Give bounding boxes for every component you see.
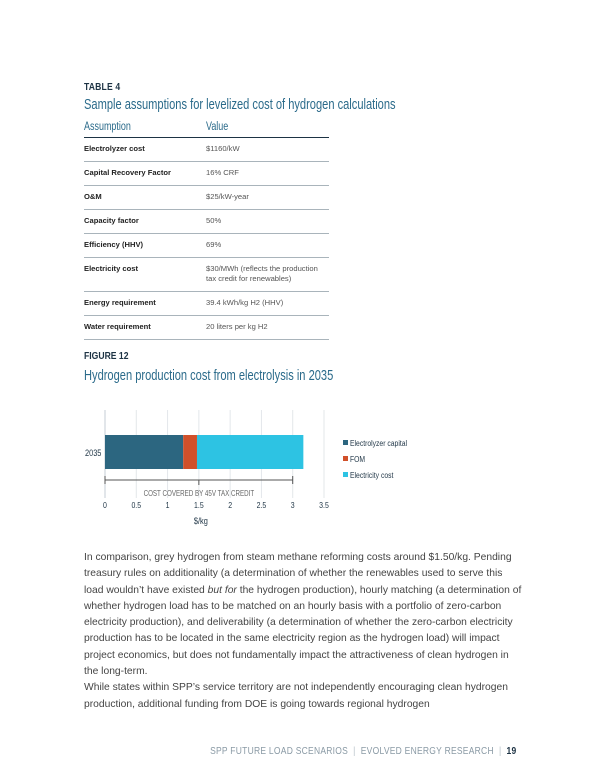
x-tick-label: 1.5 xyxy=(194,500,204,511)
legend-swatch xyxy=(343,440,348,445)
footer-separator: | xyxy=(352,746,356,757)
legend-label: Electrolyzer capital xyxy=(350,438,407,449)
assumption-cell: Efficiency (HHV) xyxy=(84,234,206,258)
assumption-cell: Capacity factor xyxy=(84,210,206,234)
paragraph-2: While states within SPP’s service territory are not independently encouraging clean hydrogen production, additional funding from DOE is going towards regional hydrogen xyxy=(84,682,508,710)
value-cell: $25/kW-year xyxy=(206,186,329,210)
footer-separator: | xyxy=(498,746,501,757)
page-footer xyxy=(0,746,516,757)
category-label: 2035 xyxy=(85,448,102,459)
value-cell: 69% xyxy=(206,234,329,258)
x-tick-label: 3.5 xyxy=(319,500,329,511)
assumptions-table xyxy=(84,121,329,340)
legend-swatch xyxy=(343,456,348,461)
assumption-cell: Capital Recovery Factor xyxy=(84,162,206,186)
x-axis-label: $/kg xyxy=(193,516,208,527)
value-cell: $30/MWh (reflects the production tax credit for renewables) xyxy=(206,258,329,292)
table-row xyxy=(84,258,329,292)
table-row xyxy=(84,210,329,234)
bar-segment-electricity-cost xyxy=(197,435,303,469)
x-tick-label: 2 xyxy=(228,500,233,511)
value-cell: 20 liters per kg H2 xyxy=(206,316,329,340)
x-tick-label: 3 xyxy=(290,500,295,511)
figure-label: FIGURE 12 xyxy=(84,350,129,362)
table-label: TABLE 4 xyxy=(84,81,121,93)
x-tick-label: 0 xyxy=(103,500,107,511)
value-cell: 16% CRF xyxy=(206,162,329,186)
x-tick-label: 2.5 xyxy=(256,500,267,511)
table-header-value: Value xyxy=(206,121,329,138)
emphasis: but for xyxy=(207,584,237,596)
assumption-cell: Water requirement xyxy=(84,316,206,340)
bar-segment-fom xyxy=(183,435,197,469)
hydrogen-cost-chart xyxy=(0,400,600,560)
assumption-cell: Energy requirement xyxy=(84,292,206,316)
page-number: 19 xyxy=(506,746,516,757)
legend-label: Electricity cost xyxy=(350,470,394,481)
footer-org: EVOLVED ENERGY RESEARCH xyxy=(360,746,494,757)
figure-title: Hydrogen production cost from electrolysis in 2035 xyxy=(84,367,334,384)
footer-title: SPP FUTURE LOAD SCENARIOS xyxy=(209,746,348,757)
x-tick-label: 0.5 xyxy=(131,500,142,511)
table-row xyxy=(84,234,329,258)
table-row xyxy=(84,138,329,162)
assumption-cell: O&M xyxy=(84,186,206,210)
table-title: Sample assumptions for levelized cost of hydrogen calculations xyxy=(84,96,396,113)
table-row xyxy=(84,162,329,186)
value-cell: 50% xyxy=(206,210,329,234)
assumption-cell: Electrolyzer cost xyxy=(84,138,206,162)
table-row xyxy=(84,292,329,316)
bar-segment-electrolyzer-capital xyxy=(105,435,183,469)
table-row xyxy=(84,316,329,340)
table-header-assumption: Assumption xyxy=(84,121,206,138)
assumption-cell: Electricity cost xyxy=(84,258,206,292)
body-text xyxy=(84,550,524,713)
table-row xyxy=(84,186,329,210)
value-cell: 39.4 kWh/kg H2 (HHV) xyxy=(206,292,329,316)
legend-label: FOM xyxy=(350,454,366,465)
legend-swatch xyxy=(343,472,348,477)
value-cell: $1160/kW xyxy=(206,138,329,162)
paragraph-1: In comparison, grey hydrogen from steam methane reforming costs around $1.50/kg. Pending treasury rules on additionality (a determination of whether the renewables used to serve this load wouldn’t have existed but for the hydrogen production), hourly matching (a determination of whether hydrogen load has to be matched on an hourly basis with a portfolio of zero-carbon electricity production), and deliverability (a determination of whether the zero-carbon electricity production has to be located in the same electricity region as the hydrogen load) will impact project economics, but does not fundamentally impact the attractiveness of clean hydrogen in the long-term. xyxy=(84,552,522,678)
x-tick-label: 1 xyxy=(165,500,170,511)
annotation-label: COST COVERED BY 45V TAX CREDIT xyxy=(143,489,255,499)
